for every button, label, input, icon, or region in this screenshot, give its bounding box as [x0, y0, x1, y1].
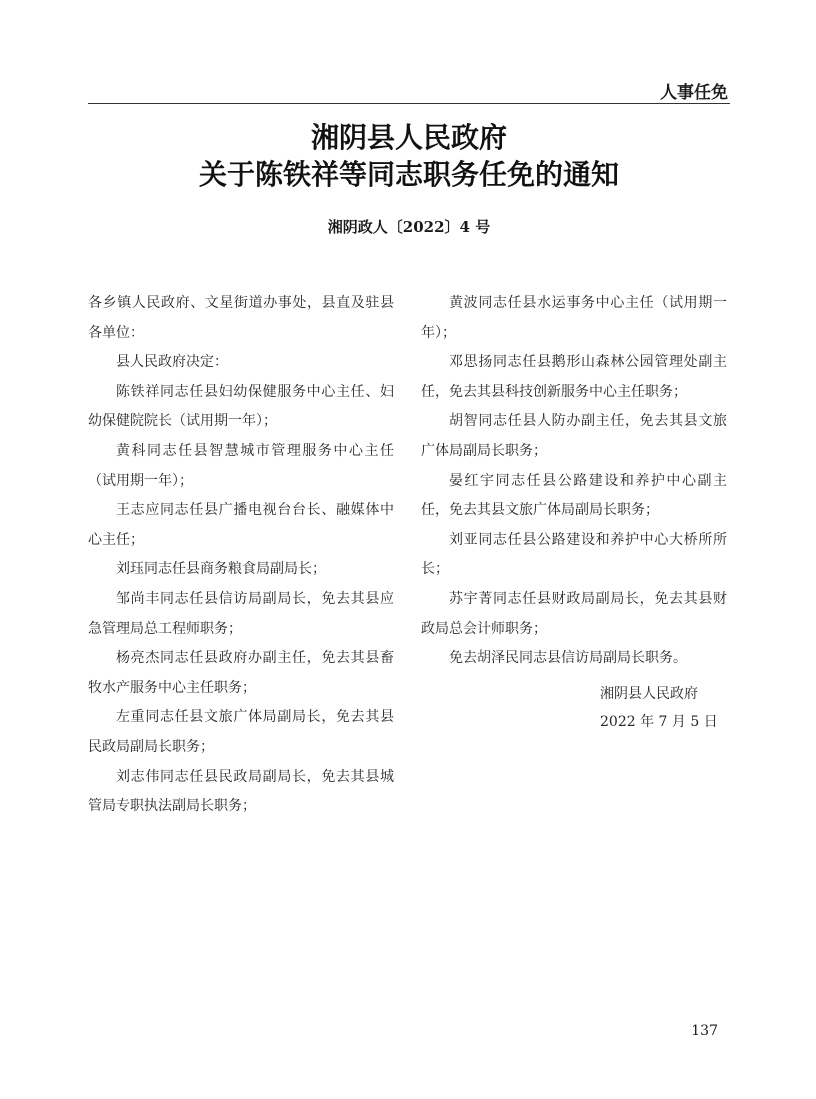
signature-date: 2022 年 7 月 5 日 [600, 714, 718, 730]
appointment-item: 邹尚丰同志任县信访局副局长，免去其县应急管理局总工程师职务； [88, 590, 394, 637]
dismissal-item: 免去胡泽民同志县信访局副局长职务。 [449, 650, 687, 667]
appointment-item: 陈铁祥同志任县妇幼保健服务中心主任、妇幼保健院院长（试用期一年）； [88, 383, 394, 430]
appointment-item: 黄波同志任县水运事务中心主任（试用期一年）； [421, 295, 727, 341]
section-label: 人事任免 [660, 83, 728, 103]
document-title-line-1: 湘阴县人民政府 [310, 121, 507, 154]
appointment-item: 晏红宇同志任县公路建设和养护中心副主任，免去其县文旅广体局副局长职务； [421, 472, 727, 519]
appointment-item: 刘志伟同志任县民政局副局长，免去其县城管局专职执法副局长职务； [88, 768, 394, 815]
decision-intro: 县人民政府决定： [116, 354, 228, 371]
appointment-item: 杨亮杰同志任县政府办副主任，免去其县畜牧水产服务中心主任职务； [88, 650, 394, 696]
appointment-item: 刘珏同志任县商务粮食局副局长； [116, 561, 326, 578]
appointment-item: 左重同志任县文旅广体局副局长，免去其县民政局副局长职务； [88, 709, 394, 755]
body-right-column [421, 289, 727, 674]
appointment-item: 苏宇菁同志任县财政局副局长，免去其县财政局总会计师职务； [421, 590, 727, 637]
appointment-item: 黄科同志任县智慧城市管理服务中心主任（试用期一年）； [88, 442, 394, 489]
document-title-line-2: 关于陈铁祥等同志职务任免的通知 [198, 158, 619, 191]
signature-organization: 湘阴县人民政府 [600, 686, 698, 702]
header-rule [88, 103, 730, 104]
appointment-item: 胡智同志任县人防办副主任，免去其县文旅广体局副局长职务； [421, 413, 727, 459]
document-number: 湘阴政人〔2022〕4 号 [327, 218, 491, 236]
appointment-item: 刘亚同志任县公路建设和养护中心大桥所所长； [421, 531, 727, 578]
page-number: 137 [691, 1023, 718, 1039]
body-left-column [88, 289, 394, 822]
appointment-item: 邓思扬同志任县鹅形山森林公园管理处副主任，免去其县科技创新服务中心主任职务； [421, 354, 727, 400]
appointment-item: 王志应同志任县广播电视台台长、融媒体中心主任； [88, 502, 394, 548]
addressee: 各乡镇人民政府、文星街道办事处，县直及驻县各单位： [88, 295, 394, 341]
